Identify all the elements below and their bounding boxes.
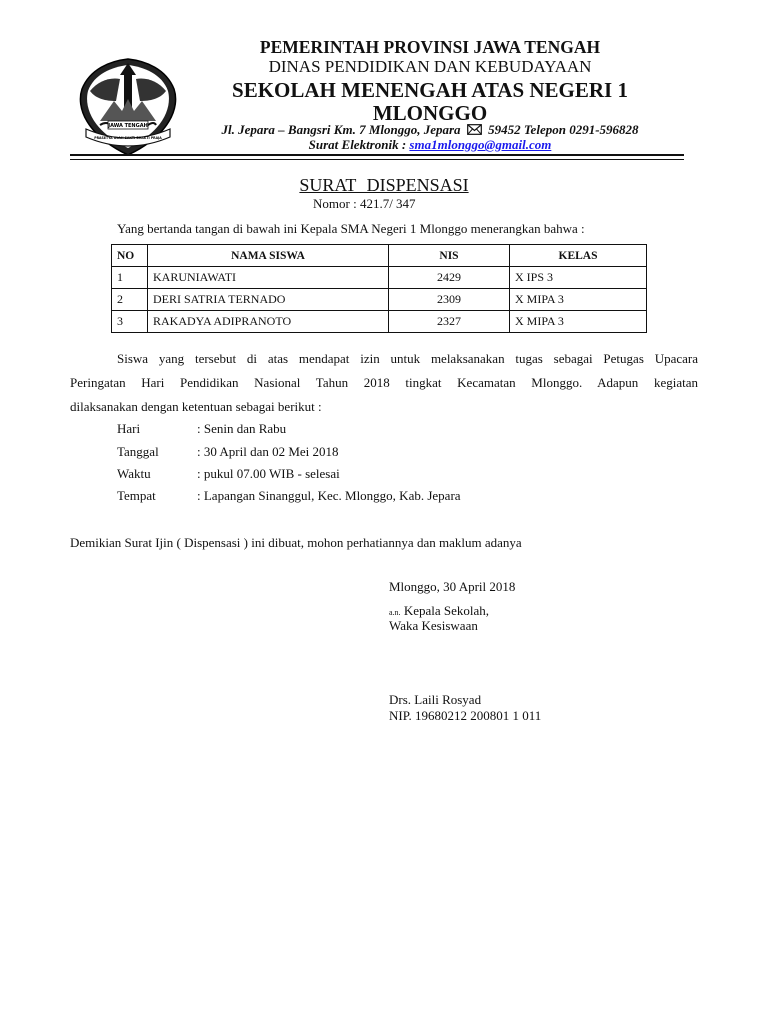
email-link[interactable]: sma1mlonggo@gmail.com: [409, 137, 552, 152]
signature-role-line: [389, 603, 489, 619]
cell-kelas: X MIPA 3: [510, 311, 647, 333]
logo-motto: PRASETYA ULAH SAKTI BHAKTI PRAJA: [94, 136, 162, 140]
body-paragraph-line1: Siswa yang tersebut di atas mendapat izin untuk melaksanakan tugas sebagai Petugas Upacara: [117, 351, 698, 366]
table-row: [112, 267, 647, 289]
body-paragraph-line2: Peringatan Hari Pendidikan Nasional Tahun 2018 tingkat Kecamatan Mlonggo. Adapun kegiatan: [70, 375, 698, 390]
cell-no: 3: [112, 311, 148, 333]
signature-an: a.n.: [389, 608, 401, 617]
detail-value-tempat: : Lapangan Sinanggul, Kec. Mlonggo, Kab. Jepara: [197, 488, 461, 503]
body-paragraph-line3: dilaksanakan dengan ketentuan sebagai berikut :: [70, 399, 322, 414]
col-header-nis: NIS: [389, 245, 510, 267]
header-school-name: SEKOLAH MENENGAH ATAS NEGERI 1: [232, 78, 628, 102]
cell-nis: 2309: [389, 289, 510, 311]
detail-label-waktu: Waktu: [117, 466, 151, 481]
header-address: Jl. Jepara – Bangsri Km. 7 Mlonggo, Jepara: [221, 122, 461, 137]
intro-text: Yang bertanda tangan di bawah ini Kepala SMA Negeri 1 Mlonggo menerangkan bahwa :: [117, 221, 585, 236]
table-row: [112, 289, 647, 311]
signature-place-date: Mlonggo, 30 April 2018: [389, 579, 516, 594]
cell-nama: RAKADYA ADIPRANOTO: [148, 311, 389, 333]
cell-nis: 2429: [389, 267, 510, 289]
letter-title: SURAT DISPENSASI: [299, 175, 469, 195]
signature-role1: Kepala Sekolah,: [403, 603, 490, 618]
students-table: [111, 244, 647, 333]
cell-nama: KARUNIAWATI: [148, 267, 389, 289]
detail-label-tempat: Tempat: [117, 488, 156, 503]
header-divider-thin: [70, 159, 684, 160]
province-logo: [76, 55, 180, 159]
detail-value-waktu: : pukul 07.00 WIB - selesai: [197, 466, 340, 481]
header-postal-phone: 59452 Telepon 0291-596828: [488, 122, 639, 137]
detail-value-tanggal: : 30 April dan 02 Mei 2018: [197, 444, 339, 459]
col-header-kelas: KELAS: [510, 245, 647, 267]
col-header-nama: NAMA SISWA: [148, 245, 389, 267]
header-divider-thick: [70, 154, 684, 156]
cell-no: 2: [112, 289, 148, 311]
detail-value-hari: : Senin dan Rabu: [197, 421, 287, 436]
letter-number: Nomor : 421.7/ 347: [313, 196, 416, 211]
signature-role2: Waka Kesiswaan: [389, 618, 478, 633]
logo-title-text: JAWA TENGAH: [108, 123, 148, 129]
header-government: PEMERINTAH PROVINSI JAWA TENGAH: [259, 37, 601, 57]
signature-nip: NIP. 19680212 200801 1 011: [389, 708, 542, 723]
cell-nama: DERI SATRIA TERNADO: [148, 289, 389, 311]
table-row: [112, 311, 647, 333]
cell-kelas: X MIPA 3: [510, 289, 647, 311]
signature-name: Drs. Laili Rosyad: [389, 692, 482, 707]
cell-kelas: X IPS 3: [510, 267, 647, 289]
cell-no: 1: [112, 267, 148, 289]
cell-nis: 2327: [389, 311, 510, 333]
detail-label-hari: Hari: [117, 421, 141, 436]
table-header-row: [112, 245, 647, 267]
detail-label-tanggal: Tanggal: [117, 444, 159, 459]
closing-text: Demikian Surat Ijin ( Dispensasi ) ini dibuat, mohon perhatiannya dan maklum adanya: [70, 535, 522, 550]
header-email-line: [180, 137, 680, 153]
header-school-city: MLONGGO: [372, 101, 488, 125]
header-department: DINAS PENDIDIKAN DAN KEBUDAYAAN: [268, 57, 592, 76]
email-label: Surat Elektronik :: [308, 137, 407, 152]
col-header-no: NO: [112, 245, 148, 267]
